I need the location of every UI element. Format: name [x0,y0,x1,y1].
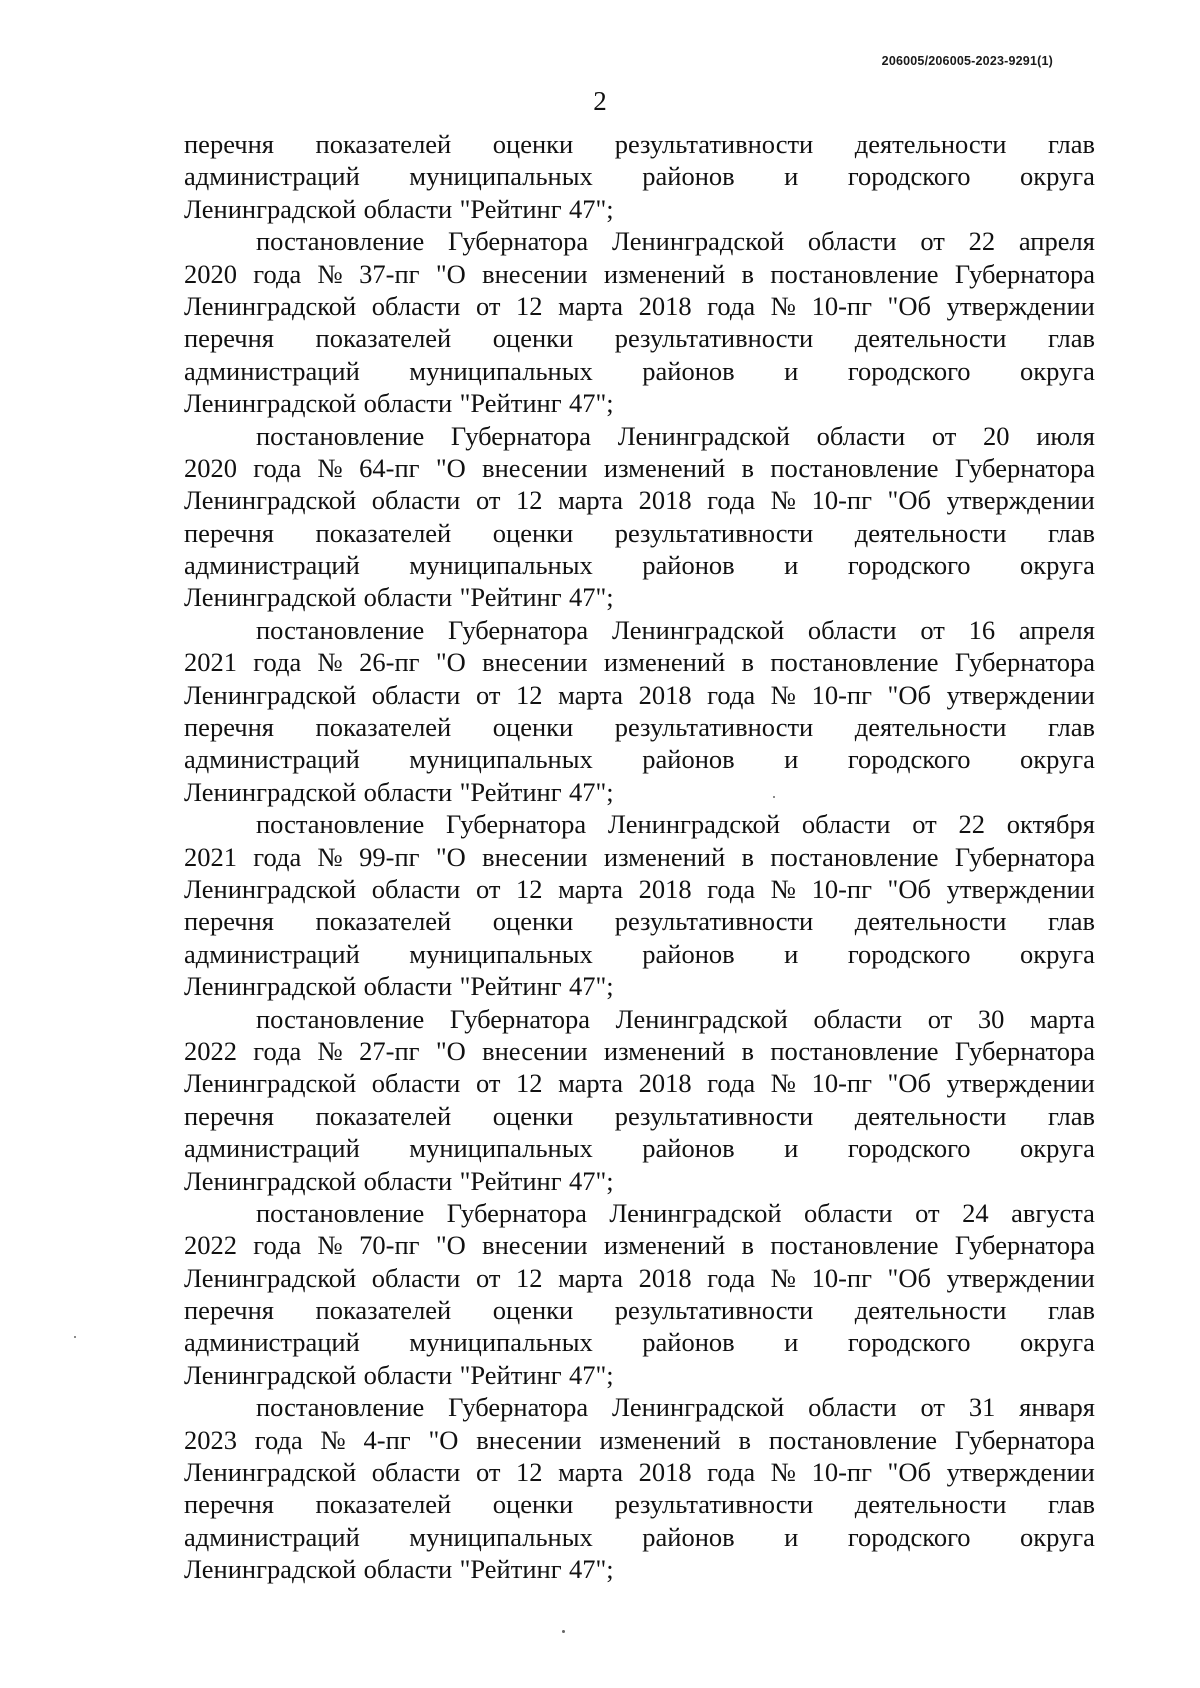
text-line: Ленинградской области от 12 марта 2018 года № 10-пг "Об утверждении [184,1457,1095,1488]
paragraph [184,1003,1095,1197]
text-line: перечня показателей оценки результативности деятельности глав [184,1489,1095,1520]
text-line: администраций муниципальных районов и городского округа [184,1327,1095,1358]
text-line: Ленинградской области "Рейтинг 47"; [184,1554,614,1585]
text-line: Ленинградской области "Рейтинг 47"; [184,1359,614,1390]
text-line: постановление Губернатора Ленинградской области от 31 января [256,1392,1095,1423]
paragraph [184,225,1095,419]
text-line: перечня показателей оценки результативности деятельности глав [184,1295,1095,1326]
paragraph [184,420,1095,614]
text-line: 2022 года № 27-пг "О внесении изменений в постановление Губернатора [184,1035,1095,1066]
text-line: перечня показателей оценки результативности деятельности глав [184,129,1095,159]
text-line: Ленинградской области "Рейтинг 47"; [184,388,614,419]
text-line: перечня показателей оценки результативности деятельности глав [184,323,1095,354]
text-line: постановление Губернатора Ленинградской области от 22 октября [256,809,1095,840]
document-id: 206005/206005-2023-9291(1) [881,54,1053,68]
text-line: перечня показателей оценки результативности деятельности глав [184,1100,1095,1131]
text-line: 2020 года № 64-пг "О внесении изменений в постановление Губернатора [184,452,1095,483]
text-line: администраций муниципальных районов и городского округа [184,1133,1095,1164]
paragraph [184,808,1095,1002]
text-line: Ленинградской области от 12 марта 2018 года № 10-пг "Об утверждении [184,1262,1095,1293]
text-line: Ленинградской области "Рейтинг 47"; [184,193,614,224]
text-line: Ленинградской области "Рейтинг 47"; [184,1165,614,1196]
text-line: Ленинградской области от 12 марта 2018 года № 10-пг "Об утверждении [184,679,1095,710]
text-line: перечня показателей оценки результативности деятельности глав [184,517,1095,548]
text-line: постановление Губернатора Ленинградской области от 16 апреля [256,614,1095,645]
text-line: постановление Губернатора Ленинградской области от 30 марта [256,1003,1095,1034]
scan-speck [74,1336,76,1338]
scan-speck [562,1630,565,1633]
paragraph [184,1197,1095,1391]
text-line: 2023 года № 4-пг "О внесении изменений в постановление Губернатора [184,1424,1095,1455]
text-line: администраций муниципальных районов и городского округа [184,744,1095,775]
text-line: перечня показателей оценки результативности деятельности глав [184,712,1095,743]
text-line: 2020 года № 37-пг "О внесении изменений в постановление Губернатора [184,258,1095,289]
text-line: 2021 года № 99-пг "О внесении изменений в постановление Губернатора [184,841,1095,872]
text-line: Ленинградской области от 12 марта 2018 года № 10-пг "Об утверждении [184,873,1095,904]
text-line: 2021 года № 26-пг "О внесении изменений в постановление Губернатора [184,647,1095,678]
text-line: постановление Губернатора Ленинградской области от 22 апреля [256,226,1095,257]
text-line: постановление Губернатора Ленинградской области от 24 августа [256,1197,1095,1228]
text-line: 2022 года № 70-пг "О внесении изменений в постановление Губернатора [184,1230,1095,1261]
text-line: Ленинградской области "Рейтинг 47"; [184,971,614,1002]
text-line: перечня показателей оценки результативности деятельности глав [184,906,1095,937]
text-line: администраций муниципальных районов и городского округа [184,550,1095,581]
scan-speck [773,796,775,798]
text-line: Ленинградской области "Рейтинг 47"; [184,582,614,613]
page-number: 2 [593,86,607,116]
paragraph [184,1391,1095,1585]
text-line: Ленинградской области "Рейтинг 47"; [184,776,614,807]
paragraph [184,614,1095,808]
paragraph [184,128,1095,225]
text-line: Ленинградской области от 12 марта 2018 года № 10-пг "Об утверждении [184,290,1095,321]
document-body [184,128,1095,1586]
text-line: администраций муниципальных районов и городского округа [184,161,1095,192]
text-line: администраций муниципальных районов и городского округа [184,355,1095,386]
text-line: Ленинградской области от 12 марта 2018 года № 10-пг "Об утверждении [184,1068,1095,1099]
text-line: постановление Губернатора Ленинградской области от 20 июля [256,420,1095,451]
text-line: администраций муниципальных районов и городского округа [184,938,1095,969]
text-line: администраций муниципальных районов и городского округа [184,1521,1095,1552]
text-line: Ленинградской области от 12 марта 2018 года № 10-пг "Об утверждении [184,485,1095,516]
